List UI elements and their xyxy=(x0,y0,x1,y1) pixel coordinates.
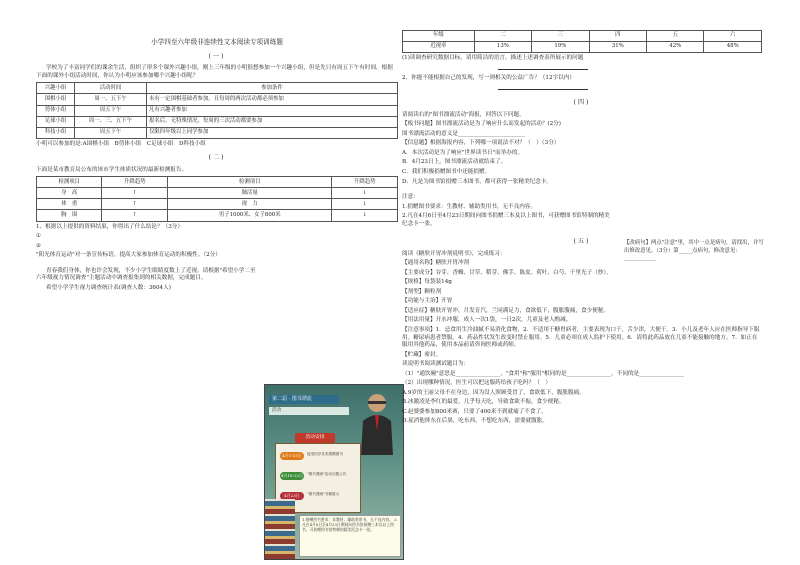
table-header-cell: 升降趋势 xyxy=(102,177,167,188)
table-cell: 未有一定围棋基础者参加，且每周的两次活动都必须参加 xyxy=(147,94,398,105)
table-cell: 周五下午 xyxy=(75,105,147,116)
schedule-text: "图书漂流"书籍展示 xyxy=(307,492,340,496)
table-header-cell: 四 xyxy=(589,31,646,42)
note-2: 2.凡在4月6日至4月23日期间向图书捐赠三本及以上图书，可获赠图书馆特制的精美纪念卡一张。 xyxy=(402,213,610,227)
table-header xyxy=(403,31,762,42)
table-header-cell: 三 xyxy=(532,31,589,42)
section-4-heading: (四) xyxy=(573,99,591,107)
table-header xyxy=(37,83,398,94)
poster-subtitle: 活动 xyxy=(269,407,349,415)
table-cell: ↑ xyxy=(102,210,167,221)
table-cell: 42% xyxy=(647,42,704,53)
poster-banner: 第二届 · 图书漂流 xyxy=(269,395,339,404)
option-d: D．凡是为图书馆捐赠三本图书，都可获得一张精美纪念卡。 xyxy=(402,178,552,185)
question-7: 读说明书阅读测试题目为： xyxy=(402,361,470,368)
note-1: 1.捐赠图书要求：生教材、辅助类用书，无不良内容。 xyxy=(402,203,536,210)
table-cell: 13% xyxy=(474,42,531,53)
table-cell: 体 重 xyxy=(37,199,102,210)
instruction-dosage: 【用法用量】开水冲服，成人一次1袋，一日2次，儿童及老人酌减。 xyxy=(402,317,572,324)
date-chip: 4月23日 xyxy=(280,492,304,500)
table-cell: 肺活量 xyxy=(167,188,332,199)
option-a: A.9岁的王丽父母不在身边，因为没人照顾受冒了，食欲低下，腹胀腹痛。 xyxy=(402,389,585,396)
table-header-cell: 活动时间 xyxy=(75,83,147,94)
instruction-function: 【功能与主治】开胃 xyxy=(402,298,453,305)
instruction-form: 【剂型】颗粒剂 xyxy=(402,288,442,295)
table-cell: 周一、五下午 xyxy=(75,94,147,105)
table-row xyxy=(37,210,398,221)
interest-group-table xyxy=(36,82,398,138)
table-header-cell: 参加条件 xyxy=(147,83,398,94)
section-5-heading: (五) xyxy=(573,238,591,246)
table-row xyxy=(37,94,398,105)
book-stack-icon xyxy=(265,499,295,559)
table-cell: 视 力 xyxy=(167,199,332,210)
instruction-precautions: 【注意事项】1．忌食用生冷油腻不易消化食物，2．不适用于糖胃病者，主要表现为口干，舌少津，大便干。3．小儿及老年人应在医师指导下服用。糖尿病患者禁服。4．药品性状发生改变时禁止服用。5．儿童必须在成人监护下使用。6．请将此药品放在儿童不能接触的地方。7．如正在服用其他药品，使用本品前请咨询医师或药师。 xyxy=(402,327,760,349)
table-cell: ↑ xyxy=(102,188,167,199)
book-drift-poster xyxy=(264,384,404,560)
sentence-correction-box: 【改病句】两点"注意"里，其中一点是病句，请找出，并写出修改意见。（3分）第_____点病句，修改意见：____________ xyxy=(624,240,764,262)
section-1-heading: (一) xyxy=(208,52,226,60)
table-row xyxy=(403,42,762,53)
section-2-heading: (二) xyxy=(208,154,226,162)
paragraph-4: 青春我们身体，你也许会发现，不少小学生眼睛度数上了近视。请根据"希望小学二至六年级视力情况调查"主题活动中调查报集到的相关数据，完成题目。 xyxy=(36,267,256,282)
table-row xyxy=(37,105,398,116)
instruction-indication: 【适应症】糖肤开胃冲，月发育汽，兰同满足力，食欲低下，腹胀腹痛，食少便秘。 xyxy=(402,307,609,314)
table-cell: ↑ xyxy=(102,199,167,210)
instruction-spec: 【规格】每袋装14g xyxy=(402,279,452,286)
table-row xyxy=(37,127,398,138)
date-chip: 4月1-15日 xyxy=(280,452,304,460)
table-cell: 男子1000米、女子800米 xyxy=(167,210,332,221)
question-4: 2、你能不能根据自己的发现，写一则相关的公益广告？（12字以内） xyxy=(402,75,575,82)
presenter-figure-icon xyxy=(355,391,399,455)
table-cell: ↓ xyxy=(332,188,398,199)
answer-line-2: ② xyxy=(36,242,42,249)
question-5: 【板书问题】图书漂流活动是为了响应什么而发起的活动？(2分) xyxy=(402,121,561,128)
option-d: D.屁消他摔东在后果，吃东西，不想吃东西，需要就腹胀。 xyxy=(402,418,548,425)
table-cell: 周一、三、五下午 xyxy=(75,116,147,127)
paragraph-6: 请阅读右的"图书漂流活动"海报，回答以下问题。 xyxy=(402,111,525,118)
table-header-cell: 升降趋势 xyxy=(332,177,398,188)
table-cell: 31% xyxy=(589,42,646,53)
schedule-text: "图书漂流"活动议题公告 xyxy=(307,472,347,476)
answer-line-1: ① xyxy=(36,233,42,240)
table-cell: 周五下午 xyxy=(75,127,147,138)
answer-blank[interactable] xyxy=(498,85,588,90)
question-7b: （2）出现哪种情况，医生可以把这服药给孩子吃吗？（ ） xyxy=(402,380,551,387)
table-cell: 仅限四年级以上同学参加 xyxy=(147,127,398,138)
question-3: (1)读调查研究数据目标，请用简洁的语言，描述上述调查表所展示的问题 xyxy=(402,55,584,62)
table-cell: 近视率 xyxy=(403,42,475,53)
table-cell: 19% xyxy=(532,42,589,53)
option-a: A．本次活动是为了响应"世界读书日"而举办的。 xyxy=(402,149,524,156)
table-header-cell: 检测项目 xyxy=(167,177,332,188)
table-cell: 报名后，无特殊情况，每周的三次活动都要参加 xyxy=(147,116,398,127)
note-title: 注意： xyxy=(402,194,419,201)
paragraph-1: 学校为了丰富同学们的课余生活，组织了形多个课外兴趣小组，刚上三年级的小明很想参加一个兴趣小组，但是先只有周五下午有时间，根据下面的课外小组活动时间，你认为小明应该参加哪个兴趣小组呢？ xyxy=(36,65,393,79)
question-5b: 图书漂流活动的意义是________________________ xyxy=(402,130,526,137)
myopia-rate-table xyxy=(402,30,762,53)
table-cell: 围棋小组 xyxy=(37,94,75,105)
table-cell: ↓ xyxy=(332,199,398,210)
table-cell: 48% xyxy=(704,42,762,53)
table-header-cell: 兴趣小组 xyxy=(37,83,75,94)
question-1: 小明可以参加的是:A围棋小组 B剪体小组 C足球小组 D科技小组 xyxy=(36,140,206,147)
board-title: 活动安排 xyxy=(295,433,335,443)
paragraph-7: 阅读《糖肤开胃冲剂说明书》，完成练习： xyxy=(402,250,506,257)
paragraph-2: 下面是某市教育局公布的该市学生体质状况的最新检测报告。 xyxy=(36,166,188,173)
option-c: C．我们积极捐赠图书中还能捐赠。 xyxy=(402,168,491,175)
table-header-cell: 年级 xyxy=(403,31,475,42)
question-2: 1、根据以上提供的资料结果，你得出了什么结论？（3分） xyxy=(36,223,183,230)
survey-caption: 希望小学学生视力调查统计表(调查人数：3604人) xyxy=(46,284,171,291)
table-header-cell: 二 xyxy=(474,31,531,42)
fitness-table xyxy=(36,176,398,221)
paragraph-3: "阳光体育运动"对一条宣传标语，提高大家参加体育运动的积极性。（2分） xyxy=(36,252,221,259)
instruction-name: 【通用名称】糖肤开胃冲剂 xyxy=(402,260,470,267)
option-c: C.赵婆婆参加800米赛，只要了400米不到就痛了不食了。 xyxy=(402,408,547,415)
table-header-cell: 六 xyxy=(704,31,762,42)
table-header-cell: 检测项目 xyxy=(37,177,102,188)
table-row xyxy=(37,199,398,210)
poster-note: 1.捐赠图书要求：非教材、辅助类用书、无不良内容。 2.凡在4月6日至4月23日期间向图书馆捐赠三本及以上图书，可获赠图书馆特制的精美纪念卡一张。 xyxy=(299,515,401,557)
option-b: B．4月23日上，图书漂流活动就结束了。 xyxy=(402,159,507,166)
answer-blank[interactable] xyxy=(498,65,588,70)
instruction-storage: 【贮藏】密封。 xyxy=(402,351,442,358)
table-header xyxy=(37,177,398,188)
table-cell: ↓ xyxy=(332,210,398,221)
left-column xyxy=(36,0,398,294)
option-b: B.冰激凌是李红的最爱，几乎每天吃，导致食欲不振，食少便秘。 xyxy=(402,399,565,406)
table-cell: 身 高 xyxy=(37,188,102,199)
right-column xyxy=(402,0,762,428)
table-row xyxy=(37,188,398,199)
question-6: 【信息题】根据海报内容，下列哪一项说法不对？（ ）（3分） xyxy=(402,140,560,147)
question-7a: （1）"通饮碗"意思是________________，"食用"和"服用"相同的是________________，不同的是________________ xyxy=(402,370,684,377)
table-cell: 剪体小组 xyxy=(37,105,75,116)
table-cell: 足球小组 xyxy=(37,116,75,127)
table-cell: 科技小组 xyxy=(37,127,75,138)
table-cell: 凡有兴趣者参加 xyxy=(147,105,398,116)
date-chip: 4月16-22日 xyxy=(280,473,304,478)
table-header-cell: 五 xyxy=(647,31,704,42)
table-row xyxy=(37,116,398,127)
table-cell: 胸 围 xyxy=(37,210,102,221)
schedule-text: 接受同学各类捐赠图书 xyxy=(307,452,343,456)
instruction-ingredients: 【主要成分】谷芽、香橼、甘草、稻芽、佛手、陈皮、荷叶、白芍、千里光子（炒）。 xyxy=(402,269,612,276)
document-title: 小学四至六年级非连续性文本阅读专项训练题 xyxy=(151,38,283,46)
